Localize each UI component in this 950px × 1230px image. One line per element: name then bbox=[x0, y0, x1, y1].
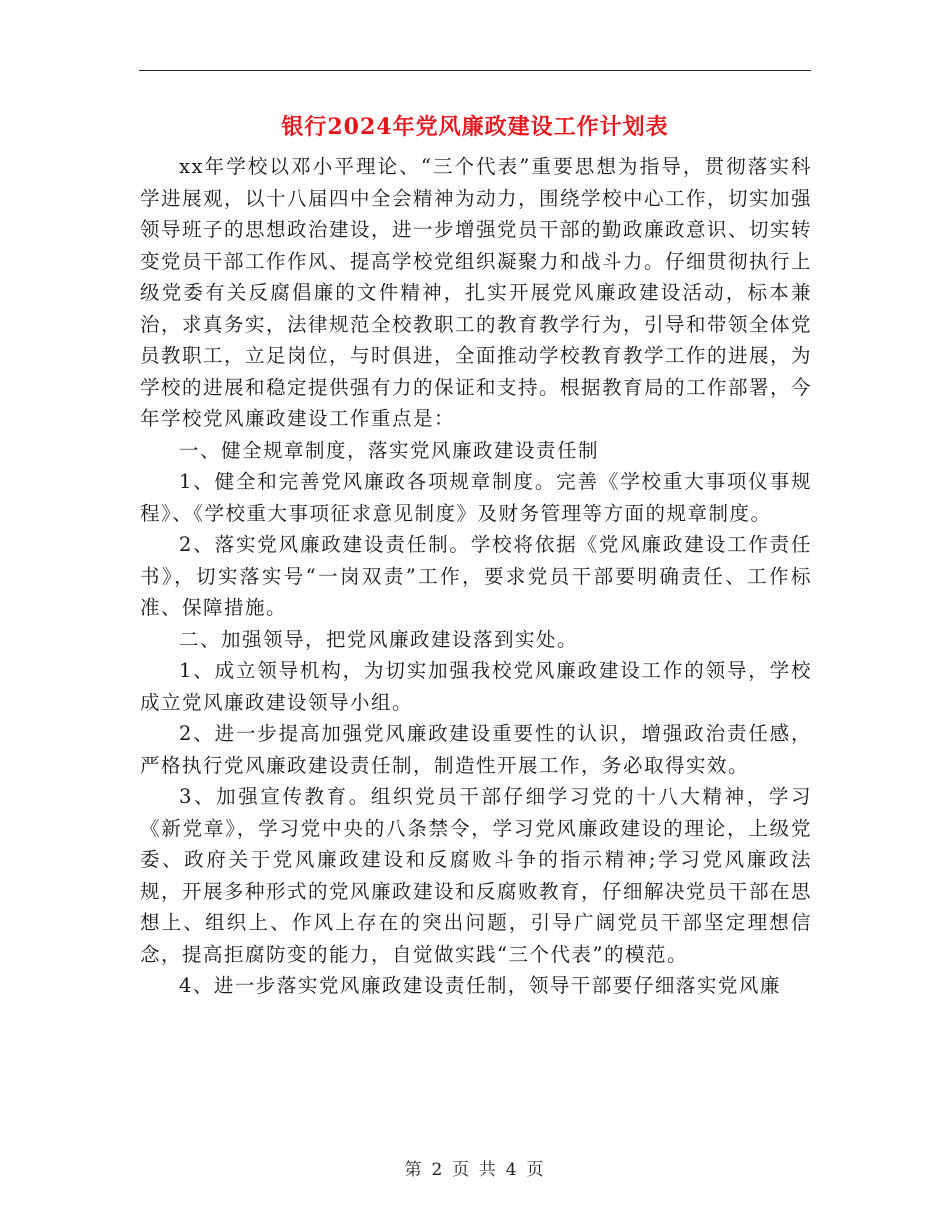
footer-current-page: 2 bbox=[431, 1160, 445, 1180]
section-heading-1: 一、健全规章制度，落实党风廉政建设责任制 bbox=[179, 438, 600, 462]
footer-prefix: 第 bbox=[404, 1160, 424, 1180]
paragraph-2-3: 3、加强宣传教育。组织党员干部仔细学习党的十八大精神，学习《新党章》，学习党中央的八条禁令，学习党风廉政建设的理论，上级党委、政府关于党风廉政建设和反腐败斗争的指示精神;学习党风廉政法规，开展多种形式的党风廉政建设和反腐败教育，仔细解决党员干部在思想上、组织上、作风上存在的突出问题，引导广阔党员干部坚定理想信念，提高拒腐防变的能力，自觉做实践“三个代表”的模范。 bbox=[140, 785, 813, 966]
footer-total-pages: 4 bbox=[505, 1160, 519, 1180]
footer-middle: 页 共 bbox=[452, 1160, 498, 1180]
document-body bbox=[140, 151, 812, 1002]
header-rule bbox=[139, 70, 811, 71]
paragraph-1-1: 1、健全和完善党风廉政各项规章制度。完善《学校重大事项仪事规程》、《学校重大事项征求意见制度》及财务管理等方面的规章制度。 bbox=[140, 470, 812, 525]
paragraph-2-2: 2、进一步提高加强党风廉政建设重要性的认识，增强政治责任感，严格执行党风廉政建设责任制，制造性开展工作，务必取得实效。 bbox=[140, 722, 812, 777]
page-footer bbox=[0, 1155, 950, 1180]
paragraph-2-4: 4、进一步落实党风廉政建设责任制，领导干部要仔细落实党风廉 bbox=[179, 974, 781, 997]
section-heading-2: 二、加强领导，把党风廉政建设落到实处。 bbox=[179, 627, 579, 651]
footer-suffix: 页 bbox=[526, 1160, 546, 1180]
paragraph-1-2: 2、落实党风廉政建设责任制。学校将依据《党风廉政建设工作责任书》，切实落实号“一岗双责”工作，要求党员干部要明确责任、工作标准、保障措施。 bbox=[140, 533, 812, 619]
document-title: 银行2024年党风廉政建设工作计划表 bbox=[281, 114, 669, 140]
paragraph-2-1: 1、成立领导机构，为切实加强我校党风廉政建设工作的领导，学校成立党风廉政建设领导小组。 bbox=[140, 659, 812, 714]
paragraph-intro: xx年学校以邓小平理论、“三个代表”重要思想为指导，贯彻落实科学进展观，以十八届四中全会精神为动力，围绕学校中心工作，切实加强领导班子的思想政治建设，进一步增强党员干部的勤政廉政意识、切实转变党员干部工作作风、提高学校党组织凝聚力和战斗力。仔细贯彻执行上级党委有关反腐倡廉的文件精神，扎实开展党风廉政建设活动，标本兼治，求真务实，法律规范全校教职工的教育教学行为，引导和带领全体党员教职工，立足岗位，与时俱进，全面推动学校教育教学工作的进展，为学校的进展和稳定提供强有力的保证和支持。根据教育局的工作部署，今年学校党风廉政建设工作重点是： bbox=[140, 155, 813, 430]
